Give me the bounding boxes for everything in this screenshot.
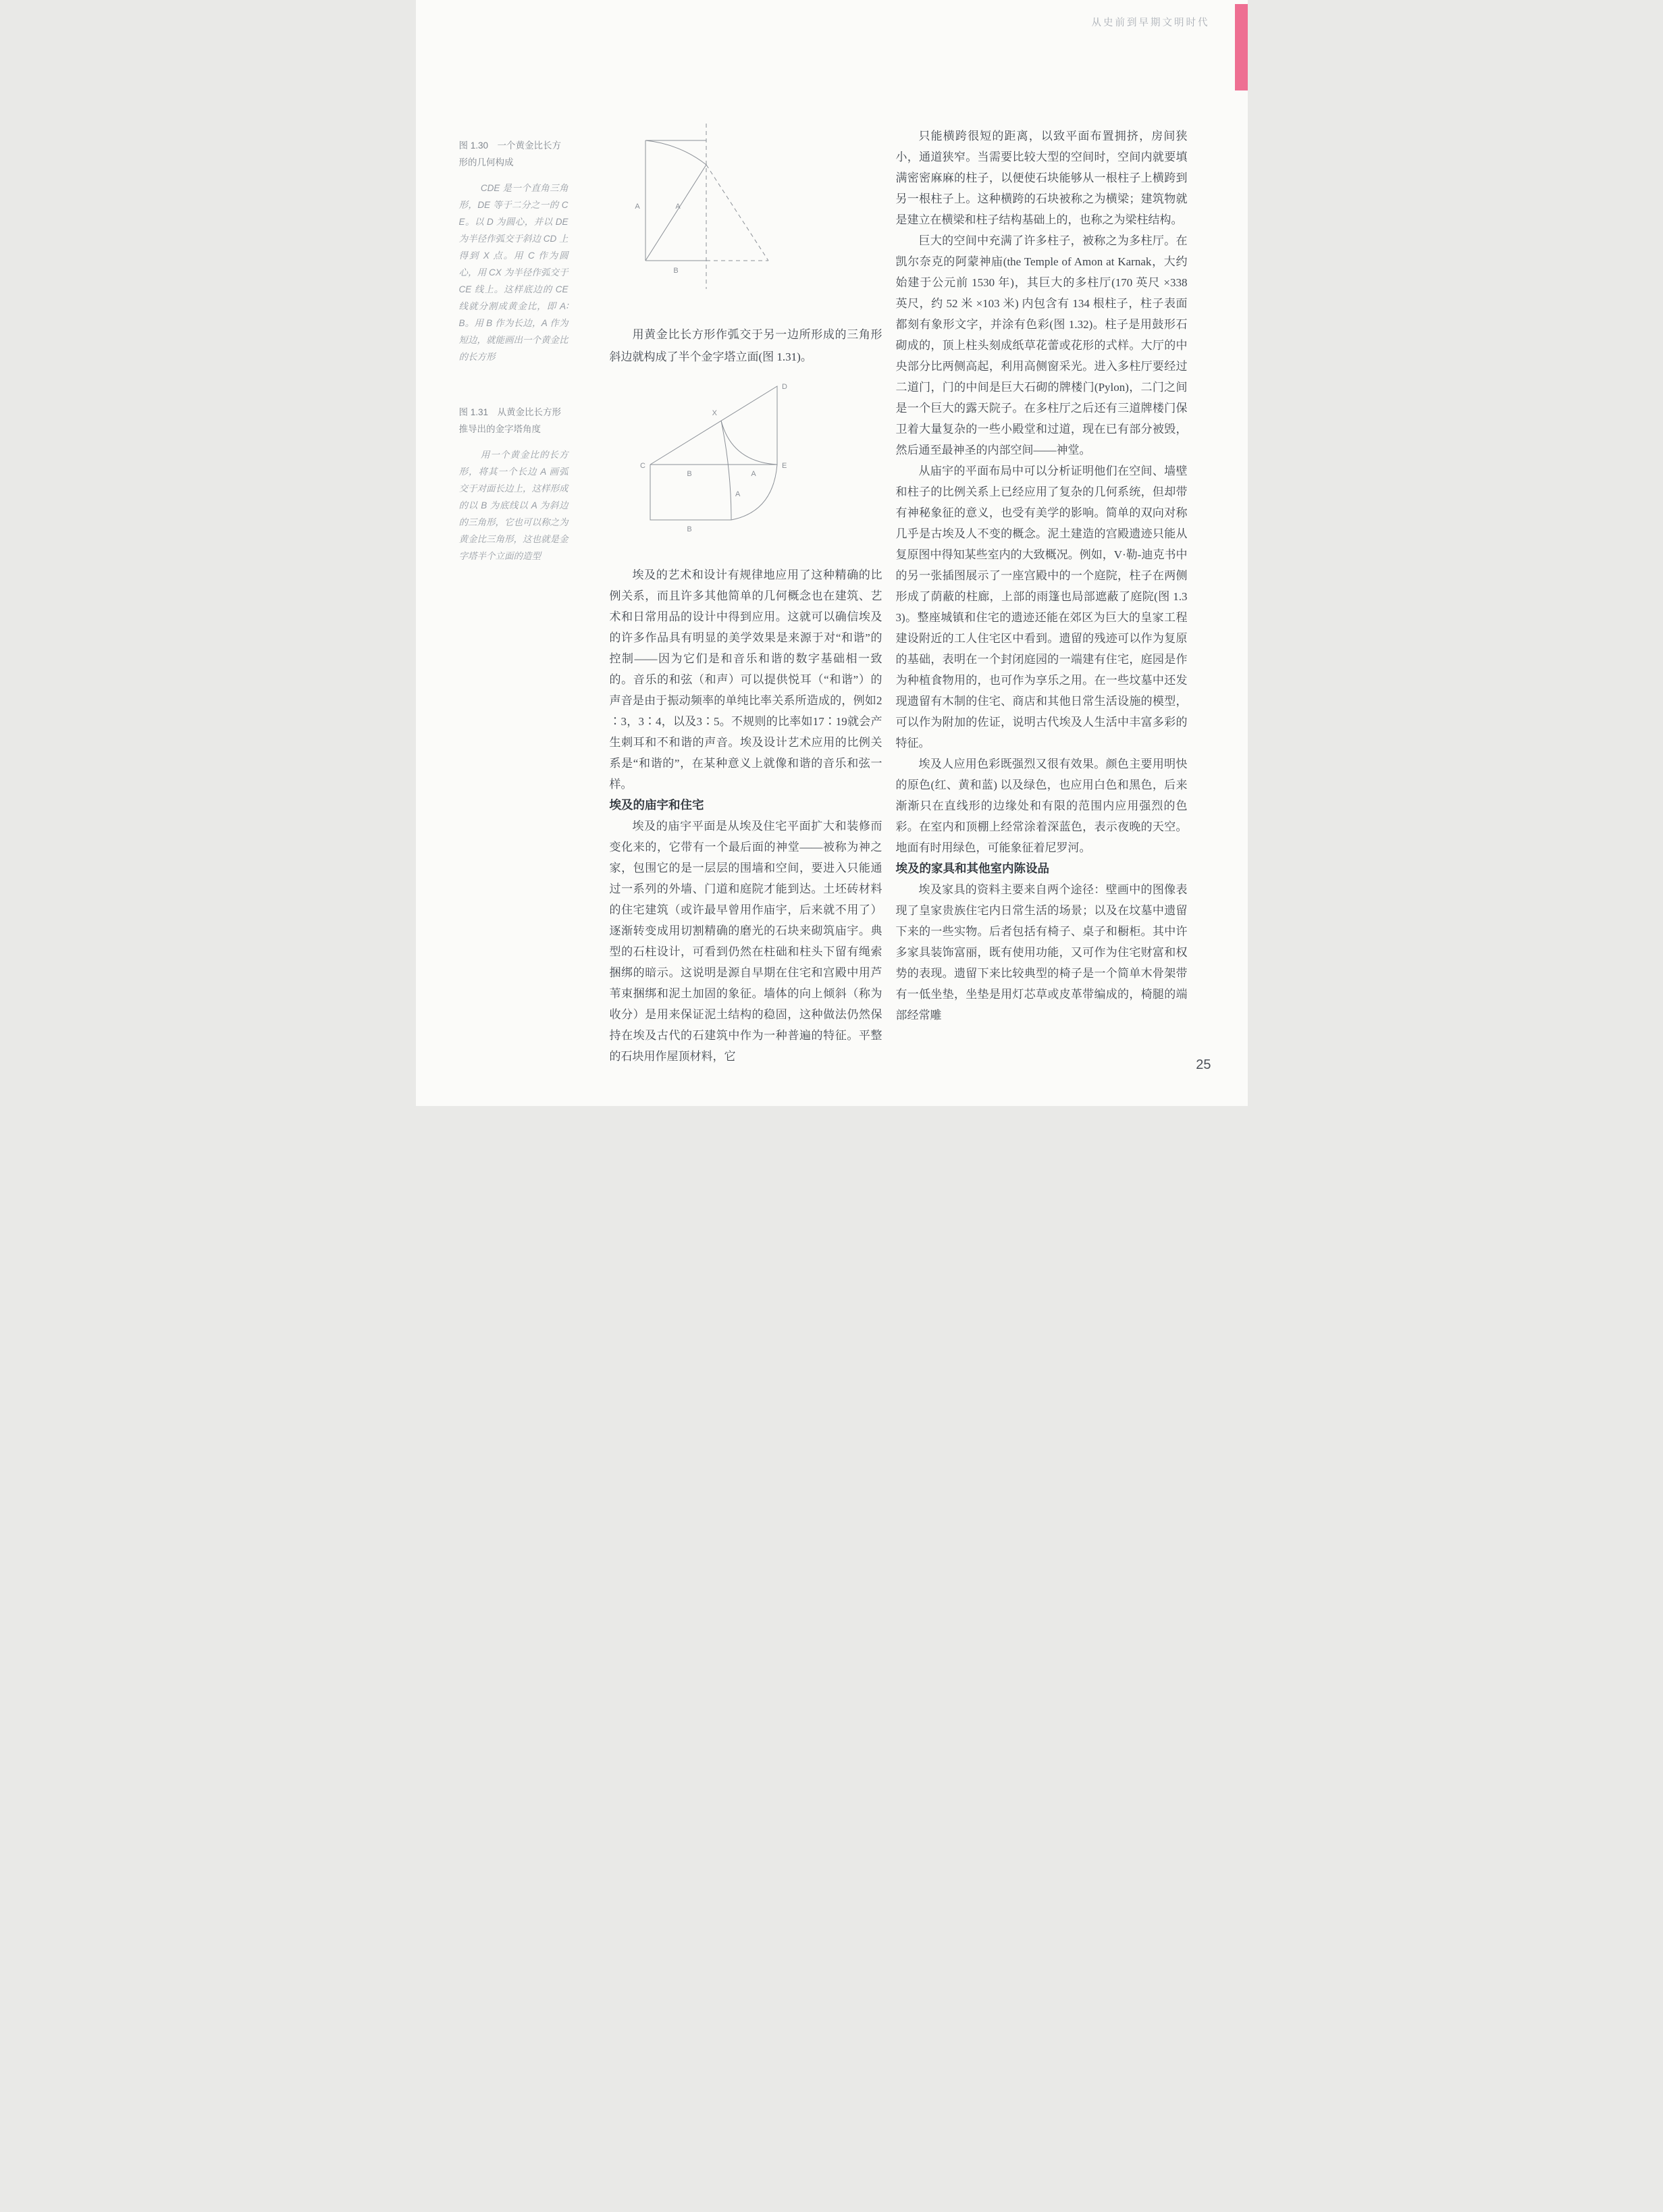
left-text-column <box>610 564 882 1067</box>
label-b-bottom: B <box>686 525 692 533</box>
figure-1-31-caption-title: 图 1.31 从黄金比长方形推导出的金字塔角度 <box>458 407 562 434</box>
arc-x-to-e <box>721 421 777 465</box>
label-b-top: B <box>686 470 692 478</box>
label-point-c: C <box>639 462 645 470</box>
section-heading-temples-houses: 埃及的庙宇和住宅 <box>609 798 704 812</box>
paragraph-color-use: 埃及人应用色彩既强烈又很有效果。颜色主要用明快的原色(红、黄和蓝) 以及绿色，也应用白色和黑色，后来渐渐只在直线形的边缘处和有限的范围内应用强烈的色彩。在室内和顶棚上经常涂着深蓝色，表示夜晚的天空。地面有时用绿色，可能象征着尼罗河。 <box>895 758 1188 854</box>
figure-1-30-caption-body: CDE 是一个直角三角形，DE 等于二分之一的 CE。以 D 为圆心，并以 DE 为半径作弧交于斜边 CD 上得到 X 点。用 C 作为圆心，用 CX 为半径作弧交于 CE 线上。这样底边的 CE 线就分割成黄金比，即 A∶B。用 B 作为长边，A 作为短边，就能画出一个黄金比的长方形 <box>458 183 569 362</box>
golden-triangle-outline <box>650 386 777 465</box>
book-page <box>416 0 1248 1106</box>
paragraph-proportion-harmony: 埃及的艺术和设计有规律地应用了这种精确的比例关系，而且许多其他简单的几何概念也在建筑、艺术和日常用品的设计中得到应用。这就可以确信埃及的许多作品具有明显的美学效果是来源于对“和谐”的控制——因为它们是和音乐和谐的数字基础相一致的。音乐的和弦（和声）可以提供悦耳（“和谐”）的声音是由于振动频率的单纯比率关系所造成的，例如2∶3，3∶4，以及3∶5。不规则的比率如17∶19就会产生刺耳和不和谐的声音。埃及设计艺术应用的比例关系是“和谐的”，在某种意义上就像和谐的音乐和弦一样。 <box>609 569 882 791</box>
figure-1-31-caption <box>459 404 569 564</box>
label-point-e: E <box>781 462 787 470</box>
paragraph-furniture-sources: 埃及家具的资料主要来自两个途径：壁画中的图像表现了皇家贵族住宅内日常生活的场景；以及在坟墓中遗留下来的一些实物。后者包括有椅子、桌子和橱柜。其中许多家具装饰富丽，既有使用功能，又可作为住宅财富和权势的表现。遗留下来比较典型的椅子是一个简单木骨架带有一低坐垫，坐垫是用灯芯草或皮革带编成的，椅腿的端部经常雕 <box>895 883 1188 1022</box>
dashed-pyramid-profile <box>706 165 768 261</box>
running-head: 从史前到早期文明时代 <box>1091 18 1210 28</box>
figure-1-30-note: 用黄金比长方形作弧交于另一边所形成的三角形斜边就构成了半个金字塔立面(图 1.31)。 <box>609 328 882 363</box>
label-side-a: A <box>634 203 640 211</box>
paragraph-plan-geometry: 从庙宇的平面布局中可以分析证明他们在空间、墙壁和柱子的比例关系上已经应用了复杂的几何系统，但却带有神秘象征的意义，也受有美学的影响。简单的双向对称几乎是古埃及人不变的概念。泥土建造的宫殿遗迹只能从复原图中得知某些室内的大致概况。例如，V·勒-迪克书中的另一张插图展示了一座宫殿中的一个庭院，柱子在两侧形成了荫蔽的柱廊，上部的雨篷也局部遮蔽了庭院(图 1.33)。整座城镇和住宅的遗迹还能在郊区为巨大的皇家工程建设附近的工人住宅区中看到。遗留的残迹可以作为复原的基础，表明在一个封闭庭园的一端建有住宅，庭园是作为种植食物用的，也可作为享乐之用。在一些坟墓中还发现遗留有木制的住宅、商店和其他日常生活设施的模型，可以作为附加的佐证，说明古代埃及人生活中丰富多彩的特征。 <box>895 465 1188 749</box>
right-text-column <box>896 126 1188 1026</box>
figure-1-31-diagram <box>639 375 797 537</box>
label-point-x: X <box>712 409 717 417</box>
arc-x-to-base <box>721 421 731 520</box>
label-point-d: D <box>781 383 787 391</box>
label-base-b: B <box>672 267 679 275</box>
figure-1-30-diagram <box>606 120 795 296</box>
paragraph-post-and-lintel: 只能横跨很短的距离，以致平面布置拥挤，房间狭小，通道狭窄。当需要比较大型的空间时，空间内就要填满密密麻麻的柱子，以便使石块能够从一根柱子上横跨到另一根柱子上。这种横跨的石块被称之为横梁；建筑物就是建立在横梁和柱子结构基础上的，也称之为梁柱结构。 <box>895 130 1188 226</box>
figure-1-30-caption-title: 图 1.30 一个黄金比长方形的几何构成 <box>458 140 562 167</box>
figure-1-31-caption-body: 用一个黄金比的长方形，将其一个长边 A 画弧交于对面长边上，这样形成的以 B 为底线以 A 为斜边的三角形，它也可以称之为黄金比三角形，这也就是金字塔半个立面的造型 <box>458 450 569 561</box>
chapter-tab-marker <box>1235 4 1248 90</box>
diagonal-line <box>645 165 706 261</box>
section-heading-furniture: 埃及的家具和其他室内陈设品 <box>895 862 1049 875</box>
page-number: 25 <box>1196 1057 1211 1072</box>
label-a-top: A <box>750 470 756 478</box>
arc-swing <box>645 140 706 165</box>
paragraph-hypostyle-hall: 巨大的空间中充满了许多柱子，被称之为多柱厅。在凯尔奈克的阿蒙神庙(the Temple of Amon at Karnak，大约始建于公元前 1530 年)，其巨大的多柱厅(170 英尺 ×338 英尺，约 52 米 ×103 米) 内包含有 134 根柱子，柱子表面都刻有象形文字，并涂有色彩(图 1.32)。柱子是用鼓形石砌成的，顶上柱头刻成纸草花蕾或花形的式样。大厅的中央部分比两侧高起，利用高侧窗采光。进入多柱厅要经过二道门，门的中间是巨大石砌的牌楼门(Pylon)，二门之间是一个巨大的露天院子。在多柱厅之后还有三道牌楼门保卫着大量复杂的一些小殿堂和过道，现在已有部分被毁，然后通至最神圣的内部空间——神堂。 <box>895 234 1188 456</box>
paragraph-temple-plans: 埃及的庙宇平面是从埃及住宅平面扩大和装修而变化来的，它带有一个最后面的神堂——被称为神之家，包围它的是一层层的围墙和空间，要进入只能通过一系列的外墙、门道和庭院才能到达。土坯砖材料的住宅建筑（或许最早曾用作庙宇，后来就不用了）逐渐转变成用切割精确的磨光的石块来砌筑庙宇。典型的石柱设计，可看到仍然在柱础和柱头下留有绳索捆绑的暗示。这说明是源自早期在住宅和宫殿中用芦苇束捆绑和泥土加固的象征。墙体的向上倾斜（称为收分）是用来保证泥土结构的稳固，这种做法仍然保持在埃及古代的石建筑中作为一种普遍的特征。平整的石块用作屋顶材料，它 <box>609 820 882 1063</box>
label-diagonal-a: A <box>675 203 681 211</box>
figure-1-30-caption <box>459 137 569 365</box>
label-a-mid: A <box>735 490 740 498</box>
